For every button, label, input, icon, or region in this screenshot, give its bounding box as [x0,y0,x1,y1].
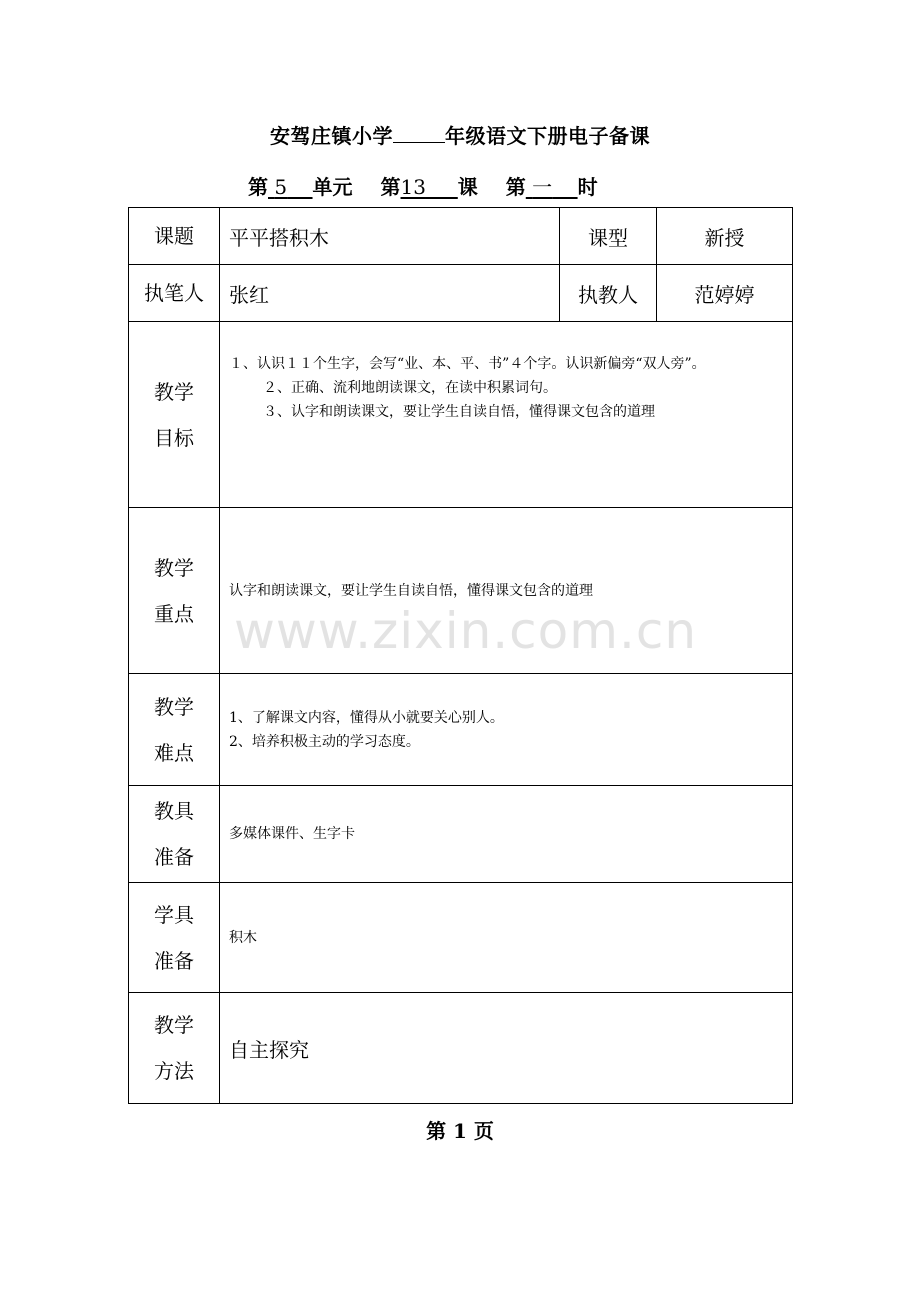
table-row [129,786,793,883]
goals-content [220,322,793,508]
teacher-value: 范婷婷 [657,265,793,322]
table-row [129,322,793,508]
unit-label-pre: 第 [248,175,268,199]
table-row [129,993,793,1104]
period-value [526,175,578,199]
type-value: 新授 [657,208,793,265]
tools-label [129,786,220,883]
method-label [129,993,220,1104]
goal-item: ２、正确、流利地朗读课文，在读中积累词句。 [263,380,557,396]
keypoint-label-line2: 重点 [154,601,194,626]
lesson-info [248,171,598,200]
page-number: 第 1 页 [426,1119,494,1143]
type-label: 课型 [560,208,657,265]
table-row [129,208,793,265]
method-label-line1: 教学 [154,1013,194,1037]
period-number: 一 [532,175,553,199]
unit-value [268,175,313,199]
table-row [129,883,793,993]
student-tools-label [129,883,220,993]
keypoint-label [129,508,220,674]
goals-label-line2: 目标 [154,425,194,450]
watermark: www.zixin.com.cn [234,602,698,660]
difficulty-label-line1: 教学 [154,694,194,719]
lesson-number: 13 [400,175,426,199]
document-title [0,120,920,149]
table-row [129,265,793,322]
difficulty-label [129,674,220,786]
school-name: 安驾庄镇小学 [270,124,393,148]
table-row [129,674,793,786]
difficulty-item: 1、了解课文内容，懂得从小就要关心别人。 [229,709,504,726]
method-content: 自主探究 [220,993,793,1104]
tools-label-line1: 教具 [154,799,194,823]
grade-blank [393,124,445,143]
teacher-label: 执教人 [560,265,657,322]
goals-label [129,322,220,508]
unit-label-post: 单元 [312,175,353,199]
lesson-plan-table [128,207,793,1104]
difficulty-item: 2、培养积极主动的学习态度。 [229,733,420,750]
goal-item: ３、认字和朗读课文，要让学生自读自悟，懂得课文包含的道理 [263,404,655,420]
tools-content: 多媒体课件、生字卡 [220,786,793,883]
title-suffix: 年级语文下册电子备课 [445,124,650,148]
difficulty-label-line2: 难点 [154,740,194,765]
topic-label: 课题 [129,208,220,265]
table-row [129,508,793,674]
goals-label-line1: 教学 [154,379,194,404]
keypoint-content: 认字和朗读课文，要让学生自读自悟，懂得课文包含的道理 [220,508,793,674]
method-label-line2: 方法 [154,1059,194,1083]
unit-number: 5 [274,175,288,199]
author-value: 张红 [220,265,560,322]
author-label: 执笔人 [129,265,220,322]
lesson-value [401,175,458,199]
student-tools-content: 积木 [220,883,793,993]
difficulty-content [220,674,793,786]
goal-item: １、认识１１个生字，会写“业、本、平、书”４个字。认识新偏旁“双人旁”。 [229,356,706,372]
period-label-pre: 第 [505,175,526,199]
lesson-label-pre: 第 [380,175,401,199]
student-tools-label-line1: 学具 [154,902,194,927]
student-tools-label-line2: 准备 [154,948,194,973]
topic-value: 平平搭积木 [220,208,560,265]
keypoint-label-line1: 教学 [154,555,194,580]
period-label-post: 时 [577,175,598,199]
tools-label-line2: 准备 [154,845,194,869]
lesson-label-post: 课 [457,175,478,199]
